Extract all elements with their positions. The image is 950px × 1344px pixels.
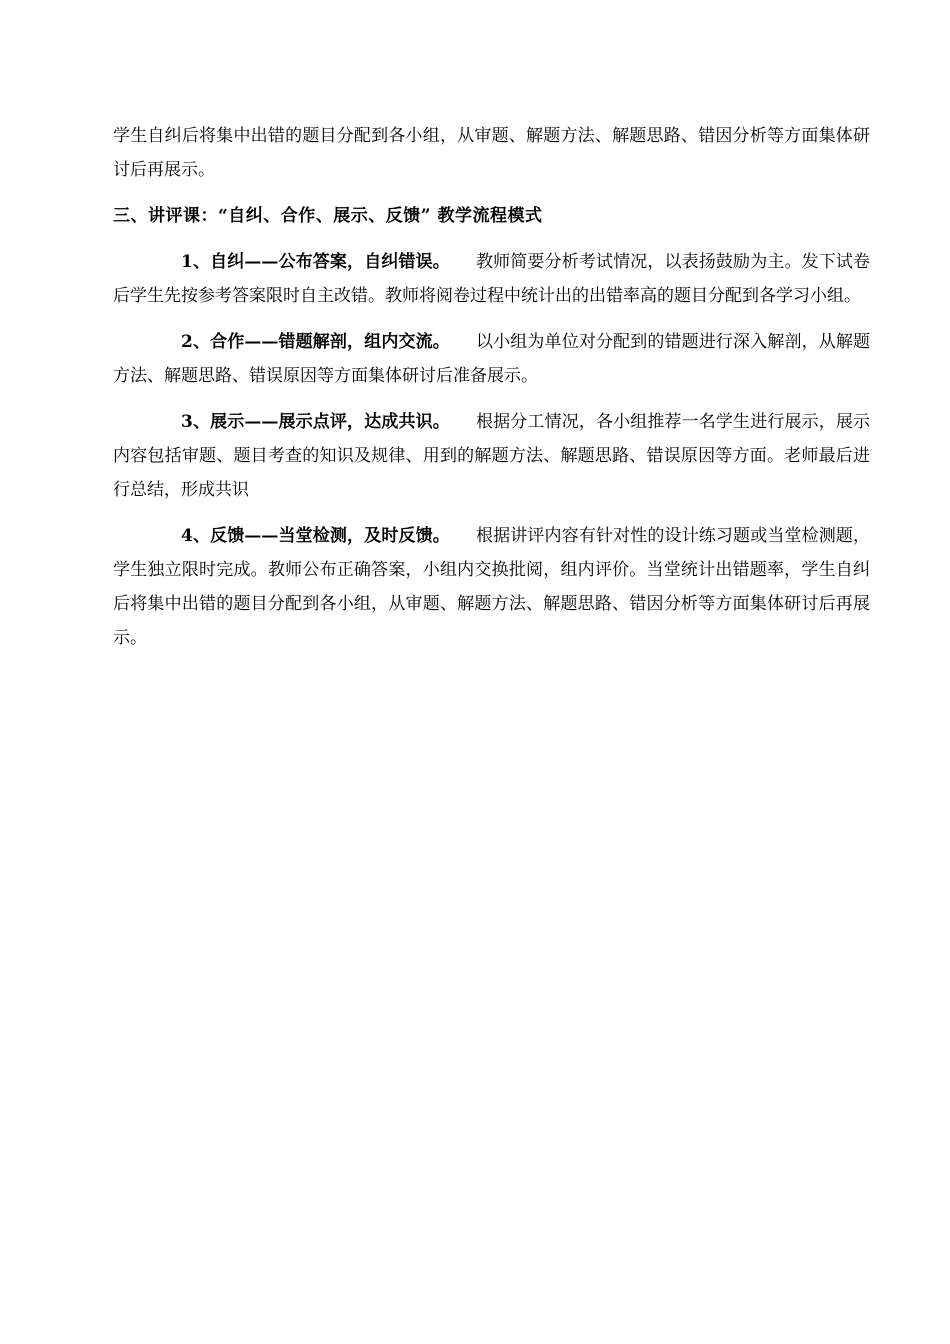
- section-heading: 三、讲评课：“自纠、合作、展示、反馈” 教学流程模式: [113, 206, 543, 226]
- intro-paragraph: 学生自纠后将集中出错的题目分配到各小组，从审题、解题方法、解题思路、错因分析等方面集体研讨后再展示。: [113, 126, 870, 180]
- item-paragraph-4: [113, 519, 870, 655]
- item-body-3: 根据分工情况，各小组推荐一名学生进行展示，展示内容包括审题、题目考查的知识及规律、用到的解题方法、解题思路、错误原因等方面。老师最后进行总结，形成共识: [113, 412, 871, 500]
- item-lead-4: 4、反馈——当堂检测，及时反馈。: [181, 526, 450, 546]
- document-body: [113, 119, 870, 655]
- item-body-4: 根据讲评内容有针对性的设计练习题或当堂检测题，学生独立限时完成。教师公布正确答案，小组内交换批阅，组内评价。当堂统计出错题率，学生自纠后将集中出错的题目分配到各小组，从审题、解题方法、解题思路、错因分析等方面集体研讨后再展示。: [113, 526, 871, 648]
- item-paragraph-1: [113, 245, 870, 313]
- item-lead-2: 2、合作——错题解剖，组内交流。: [181, 332, 450, 352]
- item-paragraph-2: [113, 325, 870, 393]
- item-paragraph-3: [113, 405, 870, 507]
- item-lead-3: 3、展示——展示点评，达成共识。: [181, 412, 450, 432]
- item-body-2: 以小组为单位对分配到的错题进行深入解剖，从解题方法、解题思路、错误原因等方面集体研讨后准备展示。: [113, 332, 871, 386]
- item-lead-1: 1、自纠——公布答案，自纠错误。: [181, 252, 450, 272]
- item-body-1: 教师简要分析考试情况，以表扬鼓励为主。发下试卷后学生先按参考答案限时自主改错。教师将阅卷过程中统计出的出错率高的题目分配到各学习小组。: [113, 252, 871, 306]
